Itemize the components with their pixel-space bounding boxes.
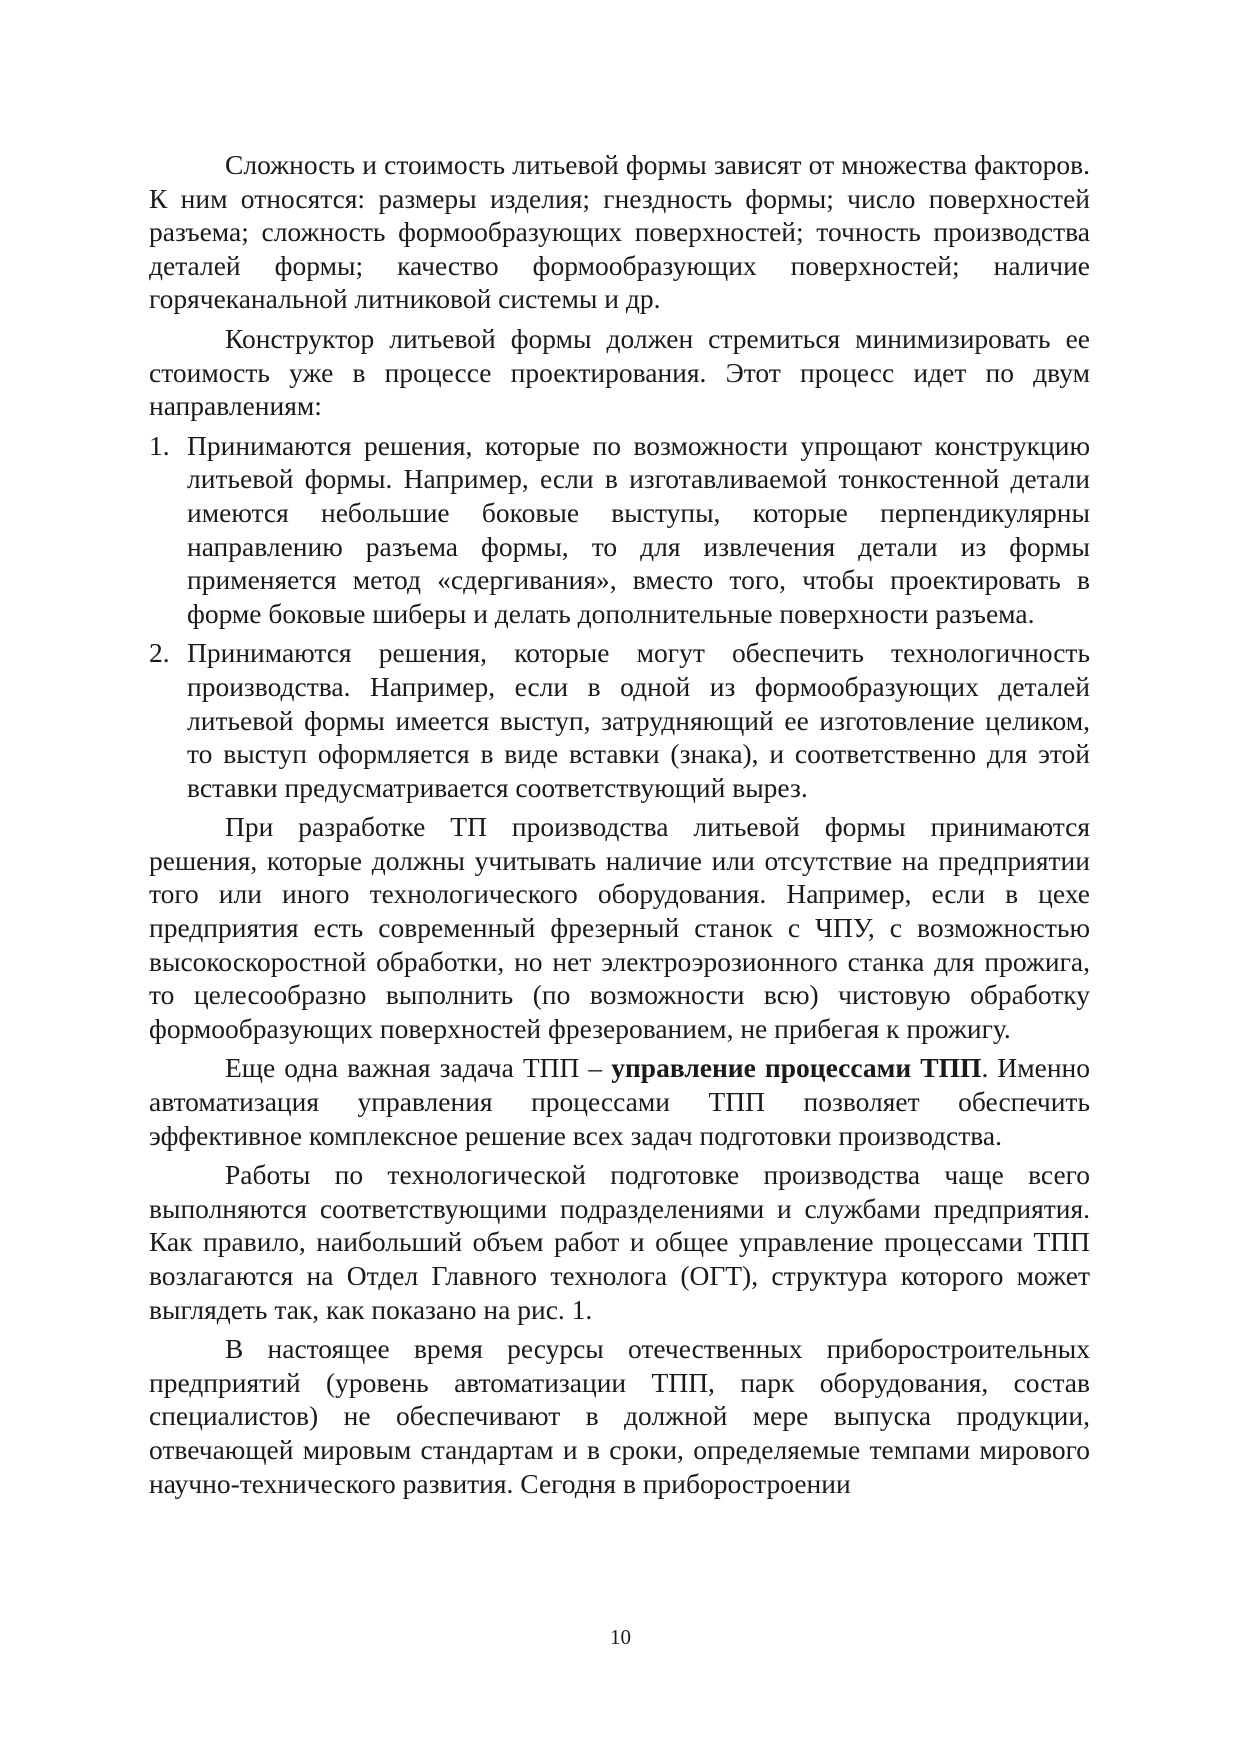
paragraph-current-resources: В настоящее время ресурсы отечественных приборостроительных предприятий (уровень автоматизации ТПП, парк оборудования, состав специалистов) не обеспечивают в должной мере выпуска продукции, отвечающей мировым стандартам и в сроки, определяемые темпами мирового научно-технического развития. Сегодня в приборостроении (149, 1333, 1090, 1499)
list-item-number: 1. (149, 429, 170, 461)
list-item-text: Принимаются решения, которые могут обеспечить технологичность производства. Например, если в одной из формообразующих деталей литьевой формы имеется выступ, затрудняющий ее изготовление целиком, то выступ оформляется в виде вставки (знака), и соответственно для этой вставки предусматривается соответствующий вырез. (187, 637, 1090, 803)
directions-list (149, 429, 1090, 805)
page-body (149, 148, 1090, 1506)
list-item-number: 2. (149, 637, 170, 669)
list-item (149, 636, 1090, 804)
paragraph-designer-minimize-cost: Конструктор литьевой формы должен стремиться минимизировать ее стоимость уже в процессе проектирования. Этот процесс идет по двум направлениям: (149, 322, 1090, 422)
paragraph-ogt-department: Работы по технологической подготовке производства чаще всего выполняются соответствующими подразделениями и службами предприятия. Как правило, наибольший объем работ и общее управление процессами ТПП возлагаются на Отдел Главного технолога (ОГТ), структура которого может выглядеть так, как показано на рис. 1. (149, 1159, 1090, 1325)
paragraph-text: Еще одна важная задача ТПП – (225, 1052, 612, 1084)
paragraph-equipment-decisions: При разработке ТП производства литьевой формы принимаются решения, которые должны учитывать наличие или отсутствие на предприятии того или иного технологического оборудования. Например, если в цехе предприятия есть современный фрезерный станок с ЧПУ, с возможностью высокоскоростной обработки, но нет электроэрозионного станка для прожига, то целесообразно выполнить (по возможности всю) чистовую обработку формообразующих поверхностей фрезерованием, не прибегая к прожигу. (149, 811, 1090, 1044)
emphasis-term: управление процессами ТПП (611, 1052, 982, 1084)
page-number: 10 (610, 1625, 631, 1649)
paragraph-mold-cost-factors: Сложность и стоимость литьевой формы зависят от множества факторов. К ним относятся: размеры изделия; гнездность формы; число поверхностей разъема; сложность формообразующих поверхностей; точность производства деталей формы; качество формообразующих поверхностей; наличие горячеканальной литниковой системы и др. (149, 149, 1090, 315)
paragraph-text: . Именно автоматизация управления процессами ТПП позволяет обеспечить эффективное комплексное решение всех задач подготовки производства. (149, 1052, 1091, 1151)
list-item-text: Принимаются решения, которые по возможности упрощают конструкцию литьевой формы. Например, если в изготавливаемой тонкостенной детали имеются небольшие боковые выступы, которые перпендикулярны направлению разъема формы, то для извлечения детали из формы применяется метод «сдергивания», вместо того, чтобы проектировать в форме боковые шиберы и делать дополнительные поверхности разъема. (187, 429, 1090, 629)
list-item (149, 429, 1090, 631)
paragraph-process-management (149, 1051, 1090, 1152)
